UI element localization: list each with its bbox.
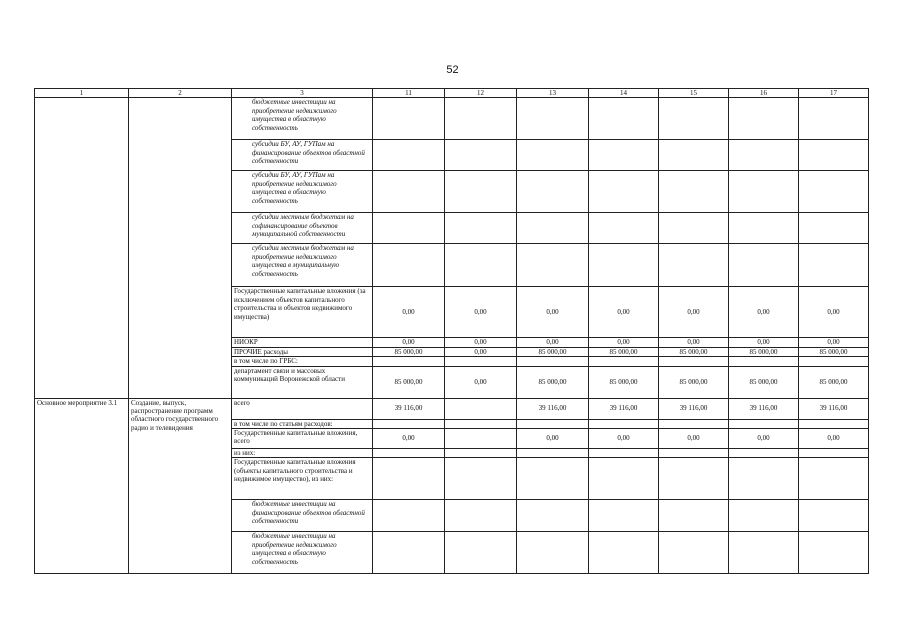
value-cell	[517, 357, 589, 366]
row-label: субсидии БУ, АУ, ГУПам на финансирование объектов областной собственности	[232, 140, 373, 171]
value-cell: 85 000,00	[589, 347, 659, 356]
value-cell	[659, 449, 729, 458]
value-cell: 39 116,00	[373, 398, 445, 419]
value-cell	[729, 449, 799, 458]
value-cell	[373, 532, 445, 574]
value-cell	[517, 449, 589, 458]
value-cell: 0,00	[659, 338, 729, 347]
value-cell	[799, 171, 869, 213]
value-cell	[589, 500, 659, 532]
table-row	[35, 398, 869, 419]
value-cell: 39 116,00	[589, 398, 659, 419]
value-cell	[445, 213, 517, 244]
column-header: 12	[445, 89, 517, 98]
column-header: 17	[799, 89, 869, 98]
value-cell: 85 000,00	[659, 366, 729, 398]
value-cell	[445, 419, 517, 428]
value-cell	[373, 449, 445, 458]
value-cell	[589, 357, 659, 366]
value-cell	[373, 171, 445, 213]
value-cell	[589, 458, 659, 500]
column-header: 2	[129, 89, 232, 98]
value-cell	[659, 98, 729, 140]
value-cell	[445, 98, 517, 140]
row-label: Государственные капитальные вложения, всего	[232, 429, 373, 449]
value-cell	[729, 244, 799, 287]
value-cell	[373, 357, 445, 366]
value-cell: 0,00	[445, 366, 517, 398]
row-label: бюджетные инвестиции на приобретение недвижимого имущества в областную собственность	[232, 532, 373, 574]
value-cell: 0,00	[659, 287, 729, 338]
value-cell	[799, 357, 869, 366]
value-cell	[445, 449, 517, 458]
row-label: субсидии местным бюджетам на приобретение недвижимого имущества в муниципальную собственность	[232, 244, 373, 287]
row-label: всего	[232, 398, 373, 419]
column-header: 11	[373, 89, 445, 98]
value-cell	[729, 419, 799, 428]
column-header: 14	[589, 89, 659, 98]
row-label: в том числе по ГРБС:	[232, 357, 373, 366]
value-cell	[517, 500, 589, 532]
value-cell	[799, 98, 869, 140]
column-header: 3	[232, 89, 373, 98]
value-cell	[373, 419, 445, 428]
row-label: ПРОЧИЕ расходы	[232, 347, 373, 356]
value-cell	[373, 98, 445, 140]
value-cell	[445, 429, 517, 449]
value-cell: 0,00	[589, 338, 659, 347]
value-cell	[729, 532, 799, 574]
value-cell: 85 000,00	[799, 347, 869, 356]
value-cell: 0,00	[445, 287, 517, 338]
value-cell	[445, 171, 517, 213]
column-header: 15	[659, 89, 729, 98]
value-cell	[729, 171, 799, 213]
value-cell	[445, 140, 517, 171]
value-cell	[589, 419, 659, 428]
value-cell	[589, 532, 659, 574]
value-cell	[589, 171, 659, 213]
value-cell: 0,00	[517, 287, 589, 338]
column-header: 13	[517, 89, 589, 98]
value-cell	[659, 357, 729, 366]
value-cell	[799, 213, 869, 244]
value-cell	[799, 458, 869, 500]
value-cell	[659, 458, 729, 500]
value-cell: 0,00	[517, 338, 589, 347]
value-cell: 0,00	[799, 429, 869, 449]
value-cell	[445, 357, 517, 366]
row-label: НИОКР	[232, 338, 373, 347]
value-cell	[589, 140, 659, 171]
row-label: субсидии БУ, АУ, ГУПам на приобретение недвижимого имущества в областную собственность	[232, 171, 373, 213]
value-cell	[799, 500, 869, 532]
row-label: из них:	[232, 449, 373, 458]
page-number: 52	[446, 64, 459, 76]
value-cell	[799, 449, 869, 458]
value-cell	[729, 500, 799, 532]
value-cell	[445, 532, 517, 574]
value-cell	[517, 419, 589, 428]
value-cell: 0,00	[799, 338, 869, 347]
value-cell: 85 000,00	[373, 347, 445, 356]
row-label: Государственные капитальные вложения (за исключением объектов капитального строительства и объектов недвижимого имущества)	[232, 287, 373, 338]
value-cell	[517, 532, 589, 574]
value-cell: 85 000,00	[729, 347, 799, 356]
value-cell	[589, 213, 659, 244]
value-cell	[659, 213, 729, 244]
value-cell	[517, 458, 589, 500]
value-cell	[589, 449, 659, 458]
value-cell	[373, 500, 445, 532]
value-cell: 0,00	[589, 287, 659, 338]
measure-code: Основное мероприятие 3.1	[35, 398, 129, 574]
value-cell	[659, 532, 729, 574]
value-cell: 0,00	[729, 429, 799, 449]
row-label: департамент связи и массовых коммуникаций Воронежской области	[232, 366, 373, 398]
value-cell	[799, 244, 869, 287]
value-cell: 85 000,00	[729, 366, 799, 398]
empty-cell	[129, 98, 232, 398]
value-cell: 39 116,00	[799, 398, 869, 419]
value-cell	[517, 244, 589, 287]
value-cell: 0,00	[589, 429, 659, 449]
header-row	[35, 89, 869, 98]
row-label: в том числе по статьям расходов:	[232, 419, 373, 428]
value-cell	[373, 140, 445, 171]
row-label: субсидии местным бюджетам на софинансирование объектов муниципальной собственности	[232, 213, 373, 244]
value-cell	[729, 98, 799, 140]
value-cell: 85 000,00	[517, 366, 589, 398]
empty-cell	[35, 98, 129, 398]
value-cell	[517, 213, 589, 244]
column-header: 16	[729, 89, 799, 98]
value-cell: 39 116,00	[517, 398, 589, 419]
value-cell	[659, 171, 729, 213]
value-cell	[729, 357, 799, 366]
value-cell	[517, 98, 589, 140]
value-cell	[729, 213, 799, 244]
value-cell	[659, 500, 729, 532]
value-cell	[799, 419, 869, 428]
value-cell	[445, 398, 517, 419]
value-cell: 0,00	[373, 429, 445, 449]
value-cell: 0,00	[373, 338, 445, 347]
value-cell: 85 000,00	[373, 366, 445, 398]
row-label: бюджетные инвестиции на финансирование объектов областной собственности	[232, 500, 373, 532]
table-row	[35, 98, 869, 140]
value-cell: 85 000,00	[589, 366, 659, 398]
value-cell	[445, 244, 517, 287]
value-cell	[445, 458, 517, 500]
value-cell: 85 000,00	[799, 366, 869, 398]
value-cell: 85 000,00	[517, 347, 589, 356]
value-cell: 0,00	[799, 287, 869, 338]
measure-name: Создание, выпуск, распространение программ областного государственного радио и телевидения	[129, 398, 232, 574]
row-label: Государственные капитальные вложения (объекты капитального строительства и недвижимое имущество), из них:	[232, 458, 373, 500]
value-cell: 85 000,00	[659, 347, 729, 356]
value-cell: 0,00	[445, 338, 517, 347]
value-cell: 0,00	[659, 429, 729, 449]
value-cell: 0,00	[445, 347, 517, 356]
value-cell	[659, 419, 729, 428]
value-cell	[517, 140, 589, 171]
value-cell	[373, 458, 445, 500]
value-cell: 0,00	[729, 338, 799, 347]
value-cell	[799, 140, 869, 171]
value-cell	[373, 244, 445, 287]
value-cell	[659, 244, 729, 287]
value-cell: 0,00	[517, 429, 589, 449]
value-cell	[517, 171, 589, 213]
column-header: 1	[35, 89, 129, 98]
value-cell	[589, 244, 659, 287]
value-cell: 39 116,00	[659, 398, 729, 419]
value-cell: 0,00	[729, 287, 799, 338]
value-cell	[445, 500, 517, 532]
value-cell	[799, 532, 869, 574]
value-cell: 39 116,00	[729, 398, 799, 419]
value-cell	[373, 213, 445, 244]
value-cell	[659, 140, 729, 171]
value-cell	[729, 140, 799, 171]
value-cell: 0,00	[373, 287, 445, 338]
budget-table	[34, 88, 869, 574]
row-label: бюджетные инвестиции на приобретение недвижимого имущества в областную собственность	[232, 98, 373, 140]
value-cell	[729, 458, 799, 500]
value-cell	[589, 98, 659, 140]
